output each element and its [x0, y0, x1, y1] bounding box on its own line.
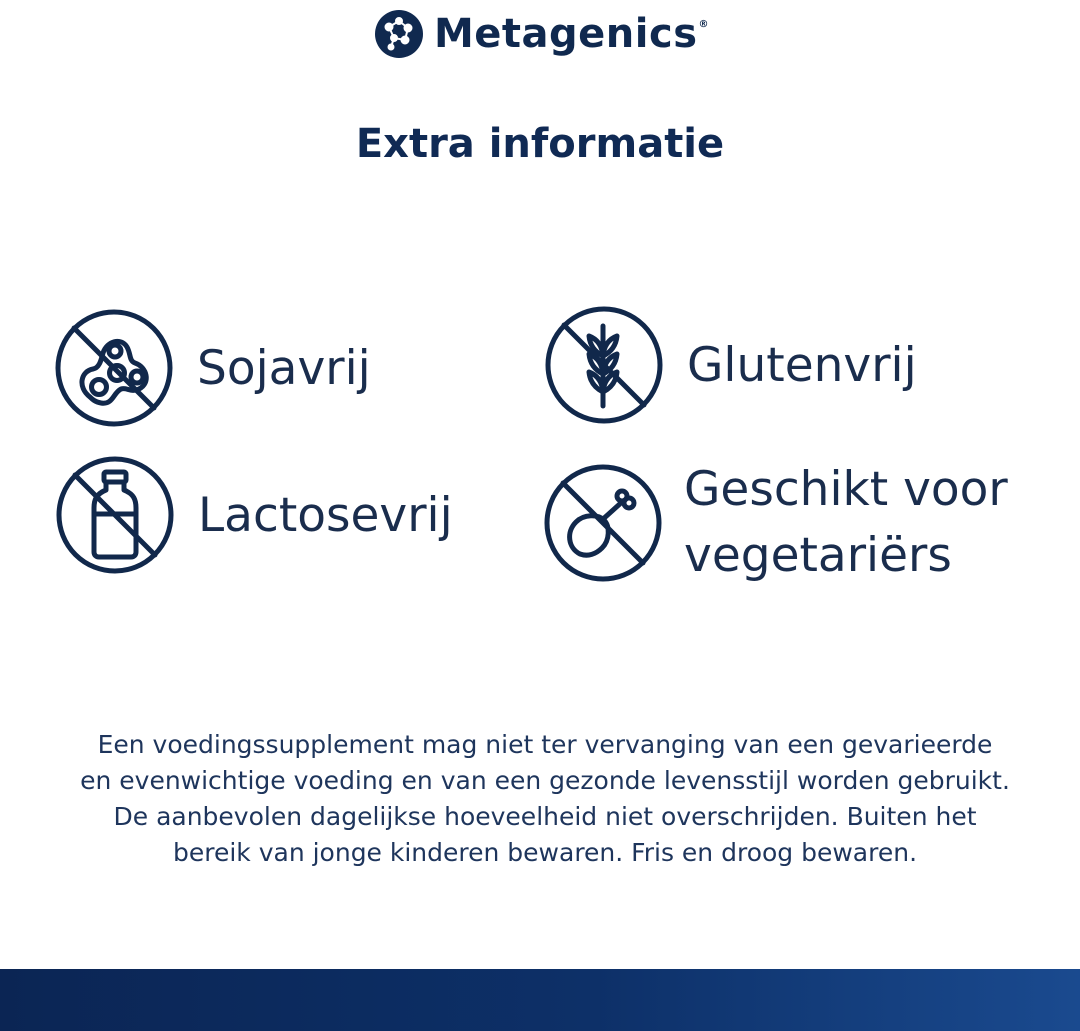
molecule-globe-icon [374, 9, 424, 59]
feature-gluten-free [545, 306, 917, 424]
no-gluten-icon [545, 306, 663, 424]
feature-vegetarian [544, 457, 1008, 589]
footer-band [0, 969, 1080, 1031]
feature-soy-free [55, 309, 371, 427]
brand-name: Metagenics® [434, 11, 710, 57]
registered-mark: ® [698, 19, 710, 30]
feature-label-line-2: vegetariërs [684, 528, 952, 583]
no-lactose-icon [56, 456, 174, 574]
disclaimer-text: Een voedingssupplement mag niet ter vervanging van een gevarieerde en evenwichtige voeding en van een gezonde levensstijl worden gebruikt. De aanbevolen dagelijkse hoeveelheid niet overschrijden. Buiten het bereik van jonge kinderen bewaren. Fris en droog bewaren. [80, 730, 1010, 867]
page-title: Extra informatie [355, 121, 725, 167]
brand-logo [374, 8, 709, 60]
feature-label: Glutenvrij [687, 337, 917, 393]
feature-label: Sojavrij [197, 340, 371, 396]
feature-label [662, 457, 1008, 589]
no-soy-icon [55, 309, 173, 427]
feature-label: Lactosevrij [198, 487, 453, 543]
no-meat-icon [544, 464, 662, 582]
feature-lactose-free [56, 456, 453, 574]
feature-label-line-1: Geschikt voor [684, 462, 1008, 517]
